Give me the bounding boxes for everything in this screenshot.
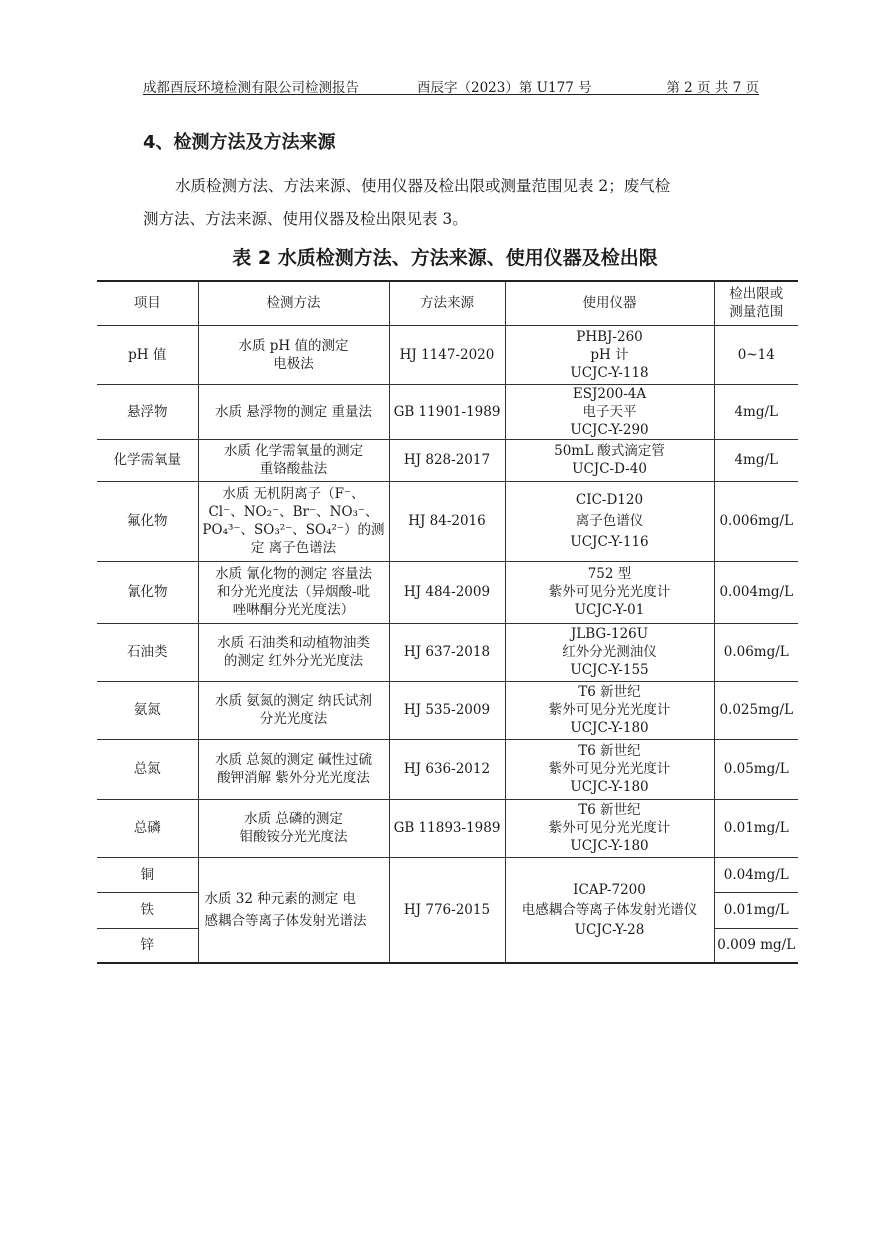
row-method: 水质 石油类和动植物油类 的测定 红外分光光度法: [198, 623, 389, 681]
page-info: 第 2 页 共 7 页: [666, 80, 759, 96]
row-limit: 4mg/L: [714, 439, 798, 481]
row-limit: 0.06mg/L: [714, 623, 798, 681]
table-row: [97, 325, 798, 384]
row-instrument: ICAP-7200 电感耦合等离子体发射光谱仪 UCJC-Y-28: [505, 857, 714, 963]
header-limit: 检出限或 测量范围: [714, 281, 798, 325]
row-instrument: T6 新世纪 紫外可见分光光度计 UCJC-Y-180: [505, 799, 714, 857]
row-limit: 0.01mg/L: [714, 892, 798, 928]
row-item: 锌: [97, 928, 198, 963]
row-limit: 0.009 mg/L: [714, 928, 798, 963]
row-source: HJ 84-2016: [389, 481, 505, 561]
row-instrument: JLBG-126U 红外分光测油仪 UCJC-Y-155: [505, 623, 714, 681]
row-source: HJ 828-2017: [389, 439, 505, 481]
row-method: 水质 无机阴离子（F⁻、 Cl⁻、NO₂⁻、Br⁻、NO₃⁻、 PO₄³⁻、SO₃²⁻、SO₄²⁻）的测 定 离子色谱法: [198, 481, 389, 561]
row-source: GB 11893-1989: [389, 799, 505, 857]
table-caption: 表 2 水质检测方法、方法来源、使用仪器及检出限: [232, 247, 658, 269]
row-item: 总磷: [97, 799, 198, 857]
company-title: 成都酉辰环境检测有限公司检测报告: [143, 80, 359, 96]
row-limit: 4mg/L: [714, 384, 798, 439]
row-instrument: 752 型 紫外可见分光光度计 UCJC-Y-01: [505, 561, 714, 623]
row-limit: 0.04mg/L: [714, 857, 798, 892]
row-source: HJ 776-2015: [389, 857, 505, 963]
header-instrument: 使用仪器: [505, 281, 714, 325]
row-instrument: 50mL 酸式滴定管 UCJC-D-40: [505, 439, 714, 481]
row-source: HJ 535-2009: [389, 681, 505, 739]
table-row: [97, 384, 798, 439]
row-item: 总氮: [97, 739, 198, 799]
row-limit: 0~14: [714, 325, 798, 384]
table-row: [97, 481, 798, 561]
row-instrument: T6 新世纪 紫外可见分光光度计 UCJC-Y-180: [505, 739, 714, 799]
paragraph-line: 水质检测方法、方法来源、使用仪器及检出限或测量范围见表 2；废气检: [175, 177, 671, 195]
table-row: [97, 561, 798, 623]
row-item: 悬浮物: [97, 384, 198, 439]
row-source: HJ 484-2009: [389, 561, 505, 623]
row-item: 铜: [97, 857, 198, 892]
row-method: 水质 氰化物的测定 容量法 和分光光度法（异烟酸-吡 唑啉酮分光光度法）: [198, 561, 389, 623]
row-method: 水质 悬浮物的测定 重量法: [198, 384, 389, 439]
row-limit: 0.006mg/L: [714, 481, 798, 561]
table-row: [97, 681, 798, 739]
row-limit: 0.05mg/L: [714, 739, 798, 799]
section-title: 4、检测方法及方法来源: [143, 132, 336, 153]
table-row: [97, 739, 798, 799]
row-method: 水质 化学需氧量的测定 重铬酸盐法: [198, 439, 389, 481]
row-method: 水质 pH 值的测定 电极法: [198, 325, 389, 384]
row-instrument: PHBJ-260 pH 计 UCJC-Y-118: [505, 325, 714, 384]
row-instrument: ESJ200-4A 电子天平 UCJC-Y-290: [505, 384, 714, 439]
row-method: 水质 总磷的测定 钼酸铵分光光度法: [198, 799, 389, 857]
row-item: 氨氮: [97, 681, 198, 739]
intro-paragraph: [143, 170, 763, 236]
row-item: 铁: [97, 892, 198, 928]
row-item: 氟化物: [97, 481, 198, 561]
row-instrument: CIC-D120 离子色谱仪 UCJC-Y-116: [505, 481, 714, 561]
row-limit: 0.01mg/L: [714, 799, 798, 857]
table-row: [97, 857, 798, 892]
row-instrument: T6 新世纪 紫外可见分光光度计 UCJC-Y-180: [505, 681, 714, 739]
header-method: 检测方法: [198, 281, 389, 325]
header-item: 项目: [97, 281, 198, 325]
row-method: 水质 氨氮的测定 纳氏试剂 分光光度法: [198, 681, 389, 739]
table-header-row: [97, 281, 798, 325]
row-source: HJ 636-2012: [389, 739, 505, 799]
table-row: [97, 439, 798, 481]
row-method: 水质 32 种元素的测定 电 感耦合等离子体发射光谱法: [198, 857, 389, 963]
row-item: pH 值: [97, 325, 198, 384]
report-number: 酉辰字（2023）第 U177 号: [417, 80, 592, 96]
row-source: HJ 637-2018: [389, 623, 505, 681]
table-row: [97, 799, 798, 857]
row-item: 化学需氧量: [97, 439, 198, 481]
page-header: [143, 72, 759, 95]
table-row: [97, 623, 798, 681]
header-source: 方法来源: [389, 281, 505, 325]
paragraph-line: 测方法、方法来源、使用仪器及检出限见表 3。: [143, 210, 468, 228]
row-source: GB 11901-1989: [389, 384, 505, 439]
row-item: 氰化物: [97, 561, 198, 623]
row-limit: 0.004mg/L: [714, 561, 798, 623]
row-limit: 0.025mg/L: [714, 681, 798, 739]
methods-table: [97, 280, 798, 964]
row-method: 水质 总氮的测定 碱性过硫 酸钾消解 紫外分光光度法: [198, 739, 389, 799]
row-item: 石油类: [97, 623, 198, 681]
row-source: HJ 1147-2020: [389, 325, 505, 384]
